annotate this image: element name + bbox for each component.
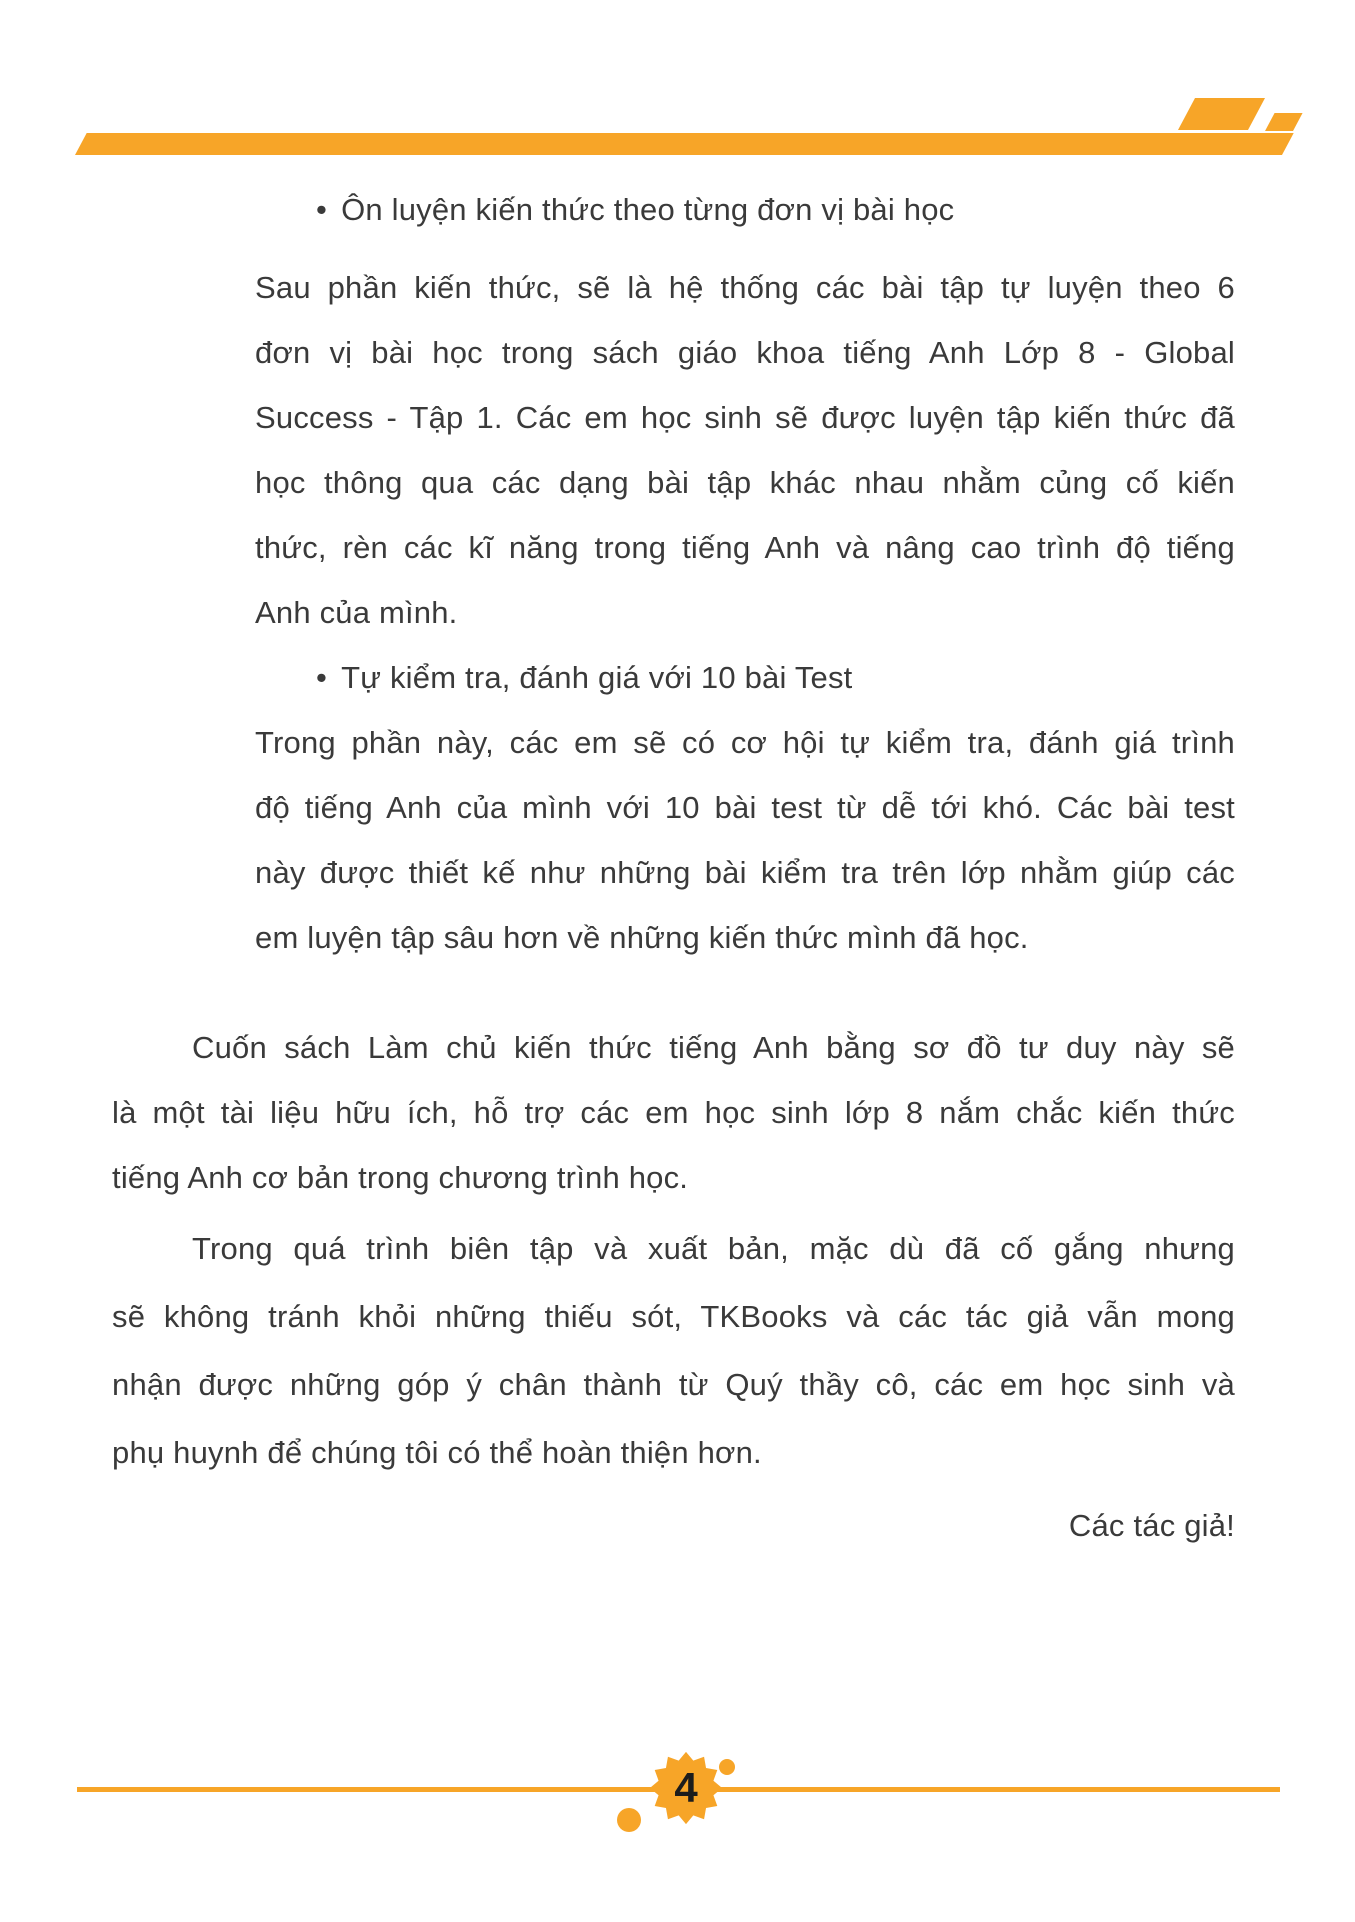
text-line: Sau phần kiến thức, sẽ là hệ thống các bài tập tự luyện theo 6 xyxy=(255,270,1235,305)
text-line: Anh của mình. xyxy=(255,595,458,630)
paragraph-2 xyxy=(255,710,1235,970)
text-line: em luyện tập sâu hơn về những kiến thức mình đã học. xyxy=(255,920,1029,955)
bullet-section xyxy=(255,177,1235,970)
text-line: là một tài liệu hữu ích, hỗ trợ các em học sinh lớp 8 nắm chắc kiến thức xyxy=(112,1095,1235,1130)
text-line: học thông qua các dạng bài tập khác nhau nhằm củng cố kiến xyxy=(255,465,1235,500)
bullet-icon: • xyxy=(316,660,328,695)
text-line: độ tiếng Anh của mình với 10 bài test từ dễ tới khó. Các bài test xyxy=(255,790,1235,825)
text-line: Trong quá trình biên tập và xuất bản, mặc dù đã cố gắng nhưng xyxy=(192,1231,1235,1266)
bullet-label: Tự kiểm tra, đánh giá với 10 bài Test xyxy=(341,660,853,695)
text-line: sẽ không tránh khỏi những thiếu sót, TKBooks và các tác giả vẫn mong xyxy=(112,1299,1235,1334)
bullet-icon: • xyxy=(316,192,328,227)
header-parallelogram-large xyxy=(1178,98,1265,130)
text-line: Trong phần này, các em sẽ có cơ hội tự kiểm tra, đánh giá trình xyxy=(255,725,1235,760)
footer-dot-small xyxy=(719,1759,735,1775)
paragraph-4 xyxy=(112,1215,1235,1487)
bullet-label: Ôn luyện kiến thức theo từng đơn vị bài học xyxy=(341,192,955,227)
authors-signature: Các tác giả! xyxy=(1068,1508,1235,1543)
paragraph-3 xyxy=(112,1015,1235,1210)
header-stripe-decoration xyxy=(75,133,1294,155)
page-number: 4 xyxy=(674,1764,698,1811)
text-line: phụ huynh để chúng tôi có thể hoàn thiện hơn. xyxy=(112,1435,762,1470)
text-line: Cuốn sách Làm chủ kiến thức tiếng Anh bằng sơ đồ tư duy này sẽ xyxy=(192,1030,1235,1065)
bullet-item xyxy=(255,645,1235,710)
text-line: đơn vị bài học trong sách giáo khoa tiếng Anh Lớp 8 - Global xyxy=(255,335,1235,370)
text-line: thức, rèn các kĩ năng trong tiếng Anh và nâng cao trình độ tiếng xyxy=(255,530,1235,565)
header-parallelogram-small xyxy=(1265,113,1303,131)
text-line: tiếng Anh cơ bản trong chương trình học. xyxy=(112,1160,689,1195)
text-line: nhận được những góp ý chân thành từ Quý thầy cô, các em học sinh và xyxy=(112,1367,1235,1402)
bullet-item xyxy=(255,177,1235,242)
page-number-badge xyxy=(643,1745,729,1831)
footer-dot-large xyxy=(617,1808,641,1832)
text-line: Success - Tập 1. Các em học sinh sẽ được luyện tập kiến thức đã xyxy=(255,400,1235,435)
text-line: này được thiết kế như những bài kiểm tra trên lớp nhằm giúp các xyxy=(255,855,1235,890)
page-body xyxy=(0,177,1355,1560)
paragraph-1 xyxy=(255,255,1235,645)
closing-section xyxy=(112,1015,1235,1560)
